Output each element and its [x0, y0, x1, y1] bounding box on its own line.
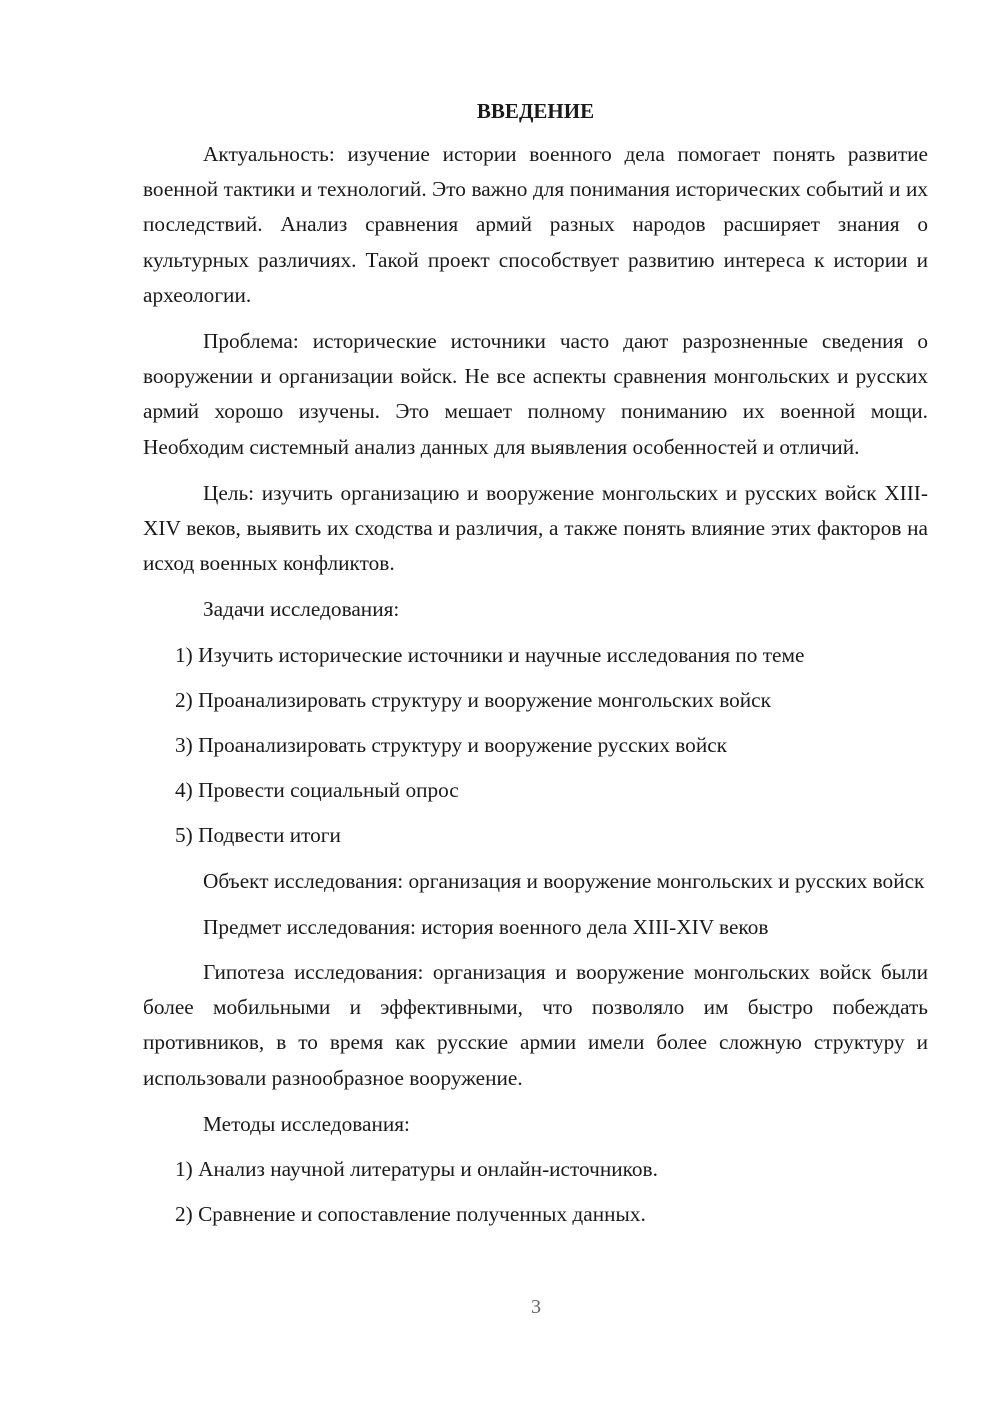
hypothesis-paragraph: Гипотеза исследования: организация и вооружение монгольских войск были более мобильными и эффективными, что позволяло им быстро побеждать противников, в то время как русские армии имели более сложную структуру и использовали разнообразное вооружение. — [143, 960, 928, 1090]
tasks-heading: Задачи исследования: — [203, 597, 400, 622]
task-item: 1) Изучить исторические источники и научные исследования по теме — [175, 642, 805, 667]
object-paragraph: Объект исследования: организация и вооружение монгольских и русских войск — [203, 868, 925, 893]
page-number: 3 — [531, 1296, 541, 1318]
method-item: 1) Анализ научной литературы и онлайн-источников. — [175, 1157, 658, 1182]
task-item: 2) Проанализировать структуру и вооружение монгольских войск — [175, 687, 771, 712]
method-item: 2) Сравнение и сопоставление полученных данных. — [175, 1202, 646, 1227]
relevance-paragraph: Актуальность: изучение истории военного дела помогает понять развитие военной тактики и технологий. Это важно для понимания исторических событий и их последствий. Анализ сравнения армий разных народов расширяет знания о культурных различиях. Такой проект способствует развитию интереса к истории и археологии. — [143, 142, 928, 307]
methods-heading: Методы исследования: — [203, 1111, 410, 1136]
page-content — [143, 92, 928, 1242]
goal-paragraph: Цель: изучить организацию и вооружение монгольских и русских войск XIII-XIV веков, выявить их сходства и различия, а также понять влияние этих факторов на исход военных конфликтов. — [143, 480, 928, 576]
task-item: 3) Проанализировать структуру и вооружение русских войск — [175, 733, 728, 758]
task-item: 5) Подвести итоги — [175, 823, 341, 848]
subject-line: Предмет исследования: история военного дела XIII-XIV веков — [203, 914, 769, 939]
problem-paragraph: Проблема: исторические источники часто дают разрозненные сведения о вооружении и организации войск. Не все аспекты сравнения монгольских и русских армий хорошо изучены. Это мешает полному пониманию их военной мощи. Необходим системный анализ данных для выявления особенностей и отличий. — [143, 329, 928, 459]
task-item: 4) Провести социальный опрос — [175, 778, 459, 803]
section-title: ВВЕДЕНИЕ — [476, 99, 595, 123]
